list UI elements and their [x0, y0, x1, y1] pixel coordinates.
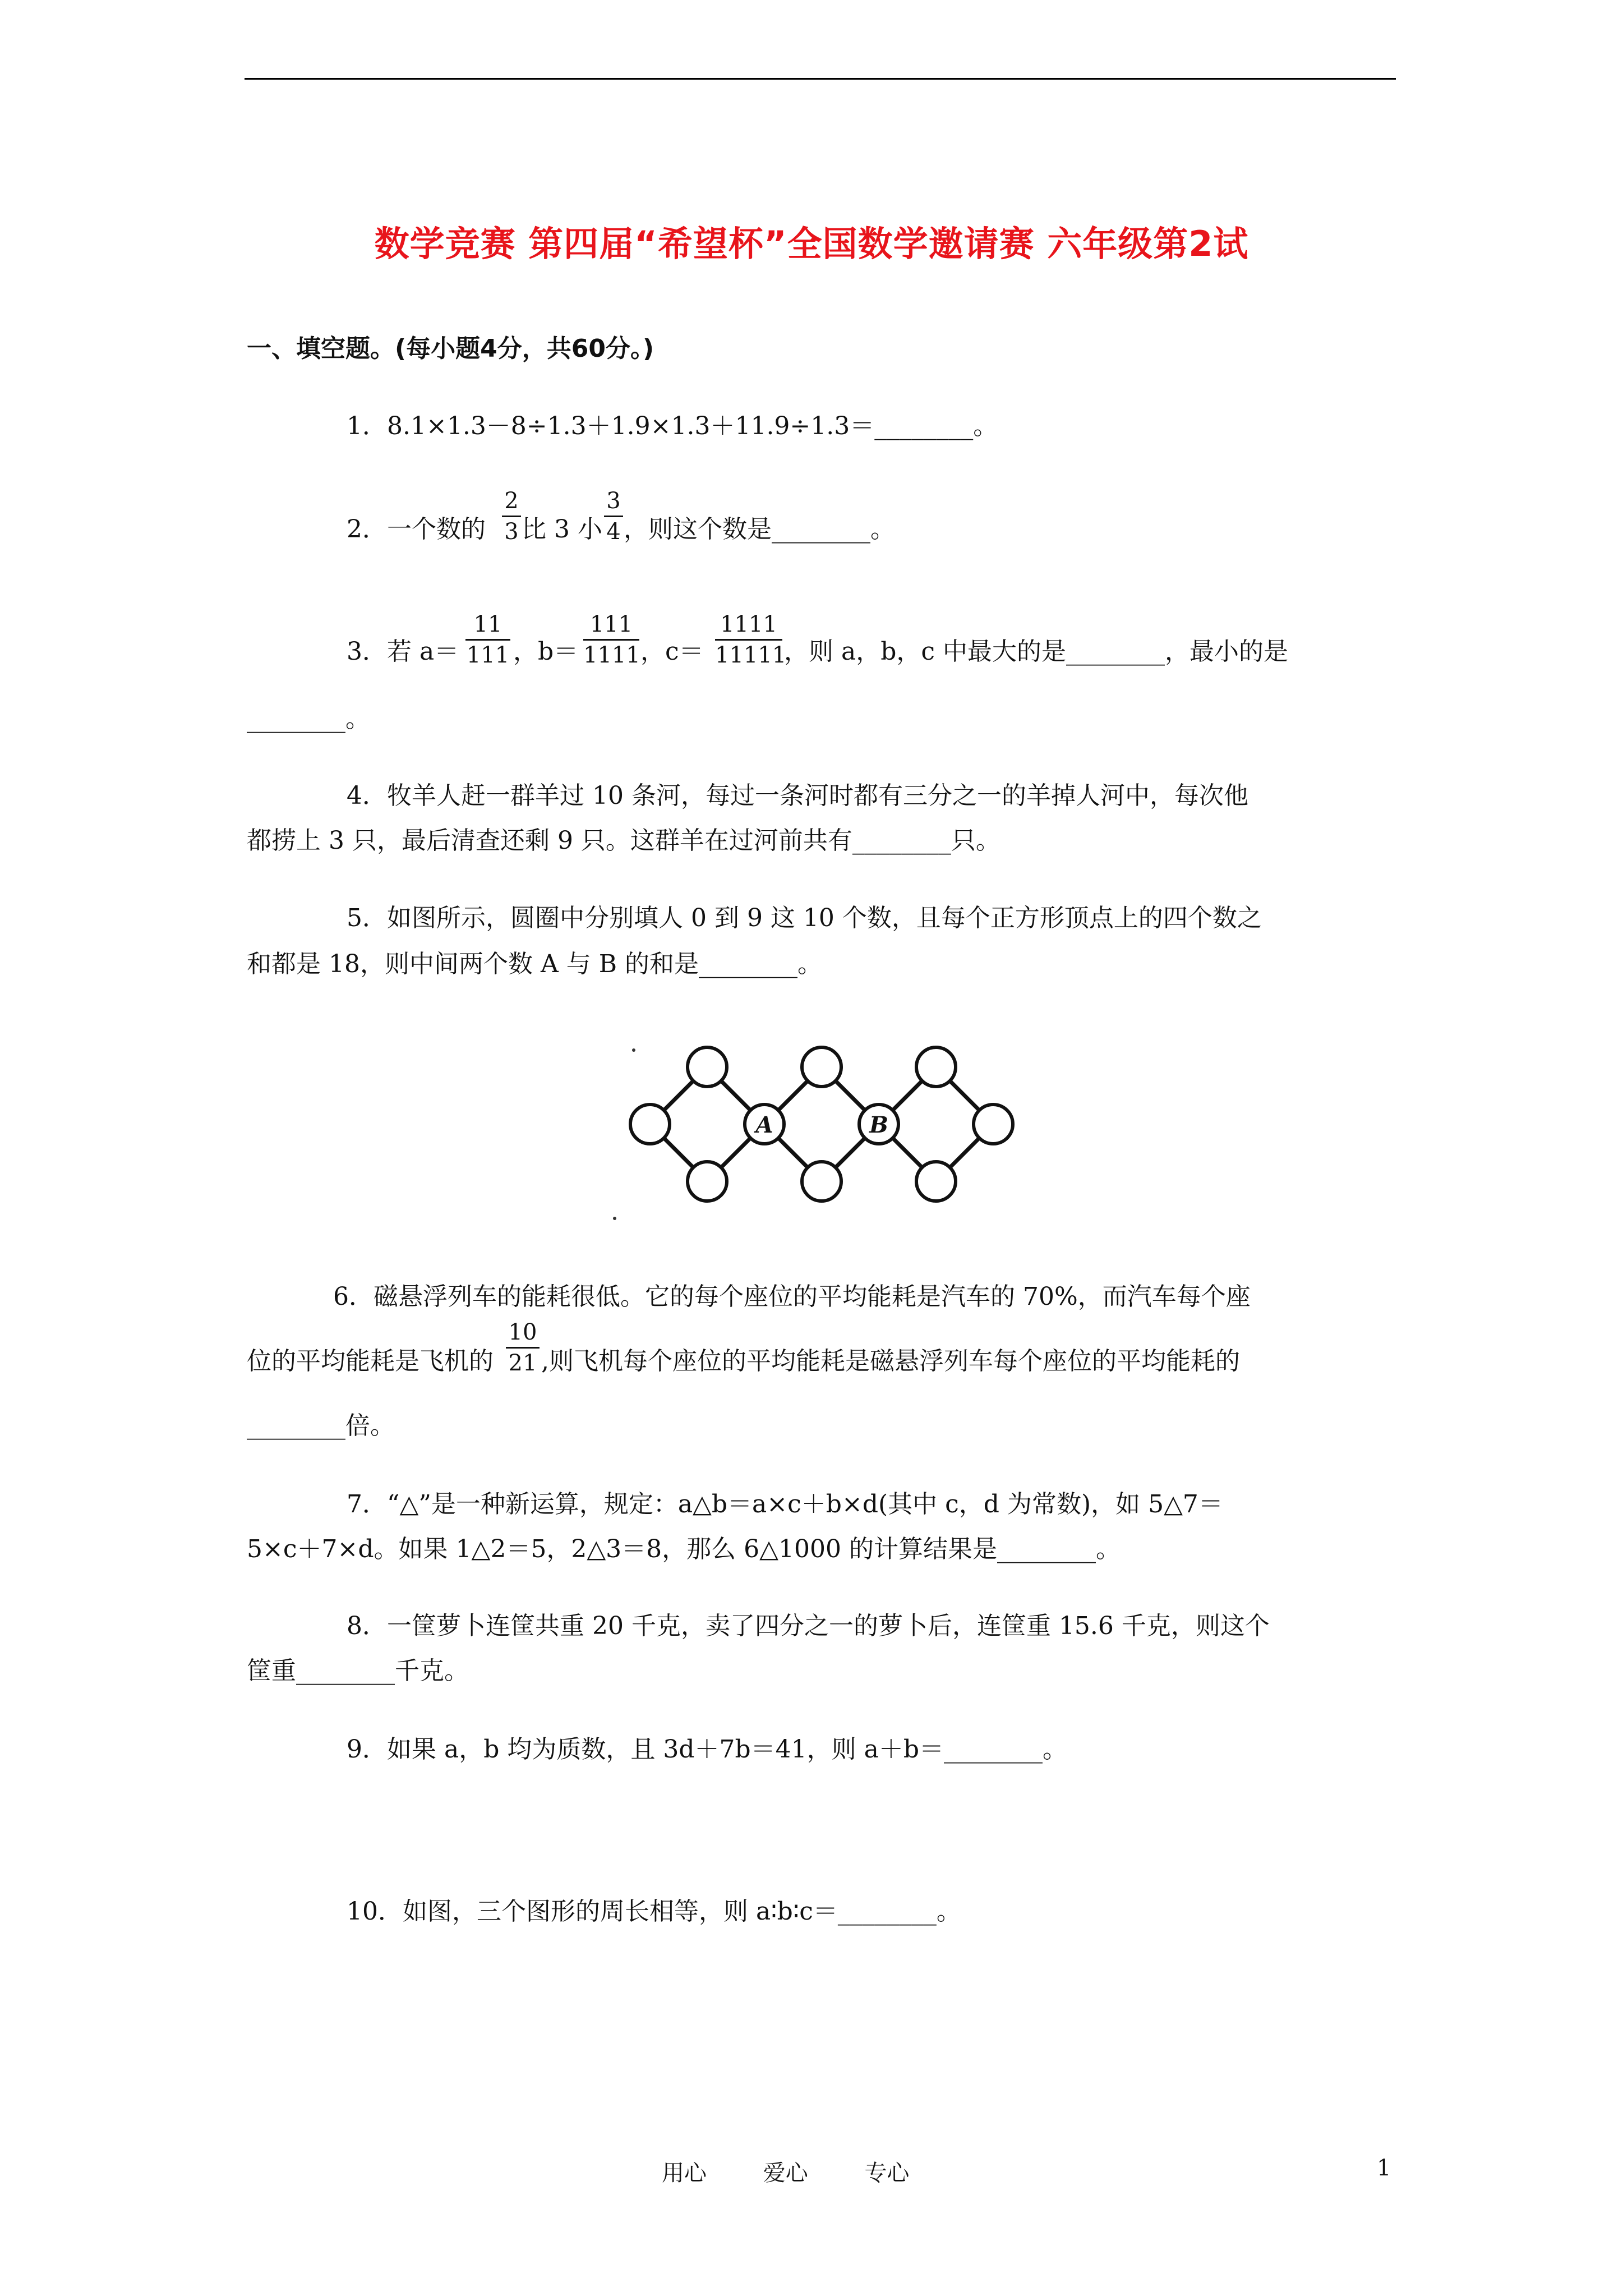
fraction-bar	[506, 1347, 540, 1349]
fraction-denominator: 3	[504, 519, 519, 545]
question-3-fraction-a	[465, 613, 510, 666]
question-7-line-2: 5×c＋7×d。如果 1△2＝5，2△3＝8，那么 6△1000 的计算结果是________。	[247, 1535, 1121, 1563]
question-6-line-1: 6．磁悬浮列车的能耗很低。它的每个座位的平均能耗是汽车的 70%，而汽车每个座	[333, 1282, 1251, 1311]
question-6-line-2b: ,则飞机每个座位的平均能耗是磁悬浮列车每个座位的平均能耗的	[541, 1347, 1240, 1375]
circle-top-3	[916, 1047, 956, 1087]
fraction-denominator: 1111	[583, 642, 640, 668]
question-2-fraction-1	[502, 490, 521, 543]
question-6-line-2a: 位的平均能耗是飞机的	[247, 1347, 494, 1375]
fraction-numerator: 11	[473, 611, 502, 637]
question-8-line-2: 筐重________千克。	[247, 1657, 469, 1685]
question-6-fraction	[506, 1321, 540, 1374]
label-a: A	[755, 1112, 773, 1138]
header-rule	[245, 78, 1396, 80]
footer-word-1: 用心	[662, 2160, 707, 2186]
fraction-numerator: 3	[606, 488, 621, 514]
question-3-fraction-b	[583, 613, 639, 666]
fraction-bar	[715, 639, 782, 641]
footer-word-2: 爱心	[763, 2160, 808, 2186]
fraction-bar	[604, 516, 623, 517]
question-2-part-c: ，则这个数是________。	[624, 515, 895, 544]
question-4-line-2: 都捞上 3 只，最后清查还剩 9 只。这群羊在过河前共有________只。	[247, 826, 1000, 855]
question-5-line-2: 和都是 18，则中间两个数 A 与 B 的和是________。	[247, 950, 823, 978]
question-3-part-c: ，c＝	[640, 637, 704, 666]
question-4-line-1: 4．牧羊人赶一群羊过 10 条河，每过一条河时都有三分之一的羊掉人河中，每次他	[347, 781, 1248, 810]
vertex-circles	[630, 1047, 1013, 1201]
question-6-line-3: ________倍。	[247, 1411, 395, 1440]
question-9: 9．如果 a，b 均为质数，且 3d＋7b＝41，则 a＋b＝________。	[347, 1735, 1068, 1764]
fraction-denominator: 4	[606, 519, 621, 545]
question-7-line-1: 7．“△”是一种新运算，规定：a△b＝a×c＋b×d(其中 c，d 为常数)，如 5△7＝	[347, 1490, 1223, 1519]
question-10: 10．如图，三个图形的周长相等，则 a∶b∶c＝________。	[347, 1897, 961, 1926]
page-number: 1	[1377, 2155, 1391, 2181]
question-2-part-a: 2．一个数的	[347, 515, 486, 544]
fraction-denominator: 11111	[715, 642, 787, 668]
label-b: B	[869, 1112, 888, 1138]
fraction-denominator: 111	[466, 642, 510, 668]
circle-right	[974, 1105, 1013, 1144]
question-2-part-b: 比 3 小	[522, 515, 602, 544]
page-footer	[662, 2155, 958, 2187]
fraction-numerator: 2	[504, 488, 519, 514]
circle-bottom-2	[802, 1162, 841, 1201]
fraction-numerator: 111	[589, 611, 633, 637]
circle-bottom-1	[688, 1162, 727, 1201]
question-8-line-1: 8．一筐萝卜连筐共重 20 千克，卖了四分之一的萝卜后，连筐重 15.6 千克，则这个	[347, 1612, 1270, 1640]
circle-top-2	[802, 1047, 841, 1087]
question-1: 1．8.1×1.3－8÷1.3＋1.9×1.3＋11.9÷1.3＝________。	[347, 412, 998, 440]
circle-left	[630, 1105, 670, 1144]
question-5-line-1: 5．如图所示，圆圈中分别填人 0 到 9 这 10 个数，且每个正方形顶点上的四个数之	[347, 904, 1262, 932]
circle-top-1	[688, 1047, 727, 1087]
speck-mark	[613, 1217, 616, 1220]
question-3-part-a: 3．若 a＝	[347, 637, 459, 666]
fraction-numerator: 1111	[720, 611, 777, 637]
squares-circles-figure	[600, 1038, 1038, 1251]
fraction-numerator: 10	[508, 1319, 537, 1345]
question-2-fraction-2	[604, 490, 623, 543]
fraction-bar	[583, 639, 639, 641]
speck-mark	[632, 1048, 635, 1052]
page-title: 数学竞赛 第四届“希望杯”全国数学邀请赛 六年级第2试	[374, 223, 1249, 264]
footer-word-3: 专心	[864, 2160, 910, 2186]
fraction-bar	[502, 516, 521, 517]
question-3-part-e: ________。	[247, 705, 370, 733]
question-3-part-b: ，b＝	[513, 637, 579, 666]
fraction-bar	[465, 639, 510, 641]
section-heading: 一、填空题。(每小题4分，共60分。)	[247, 334, 654, 363]
question-3-part-d: ，则 a，b，c 中最大的是________，最小的是	[784, 637, 1289, 666]
circle-bottom-3	[916, 1162, 956, 1201]
question-3-fraction-c	[715, 611, 787, 668]
fraction-denominator: 21	[508, 1350, 537, 1376]
